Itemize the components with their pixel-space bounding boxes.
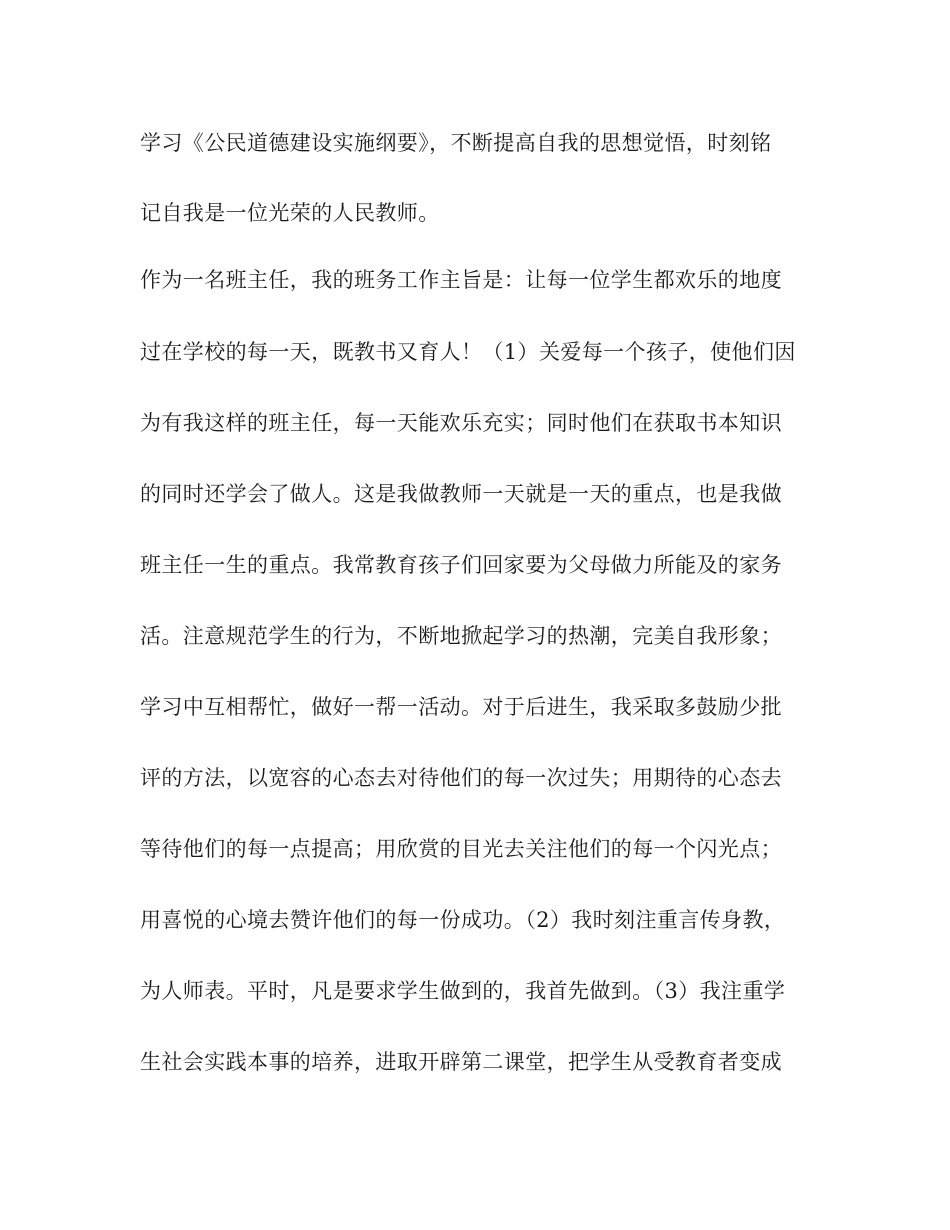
text-line: 班主任一生的重点。我常教育孩子们回家要为父母做力所能及的家务 [140,553,782,577]
text-line: 评的方法，以宽容的心态去对待他们的每一次过失；用期待的心态去 [140,766,782,790]
text-line: 的同时还学会了做人。这是我做教师一天就是一天的重点，也是我做 [140,482,782,506]
text-line: 为有我这样的班主任，每一天能欢乐充实；同时他们在获取书本知识 [140,411,782,435]
text-line: 用喜悦的心境去赞许他们的每一份成功。（2）我时刻注重言传身教， [140,908,786,932]
text-line: 学习中互相帮忙，做好一帮一活动。对于后进生，我采取多鼓励少批 [140,695,782,719]
text-line: 作为一名班主任，我的班务工作主旨是：让每一位学生都欢乐的地度 [140,268,782,292]
text-line: 活。注意规范学生的行为，不断地掀起学习的热潮，完美自我形象； [140,624,782,648]
text-line: 记自我是一位光荣的人民教师。 [140,201,440,225]
text-line: 等待他们的每一点提高；用欣赏的目光去关注他们的每一个闪光点； [140,837,782,861]
text-line: 学习《公民道德建设实施纲要》，不断提高自我的思想觉悟，时刻铭 [140,131,772,155]
text-line: 过在学校的每一天，既教书又育人！（1）关爱每一个孩子，使他们因 [140,340,796,364]
text-line: 为人师表。平时，凡是要求学生做到的，我首先做到。（3）我注重学 [140,979,786,1003]
text-line: 生社会实践本事的培养，进取开辟第二课堂，把学生从受教育者变成 [140,1050,782,1074]
